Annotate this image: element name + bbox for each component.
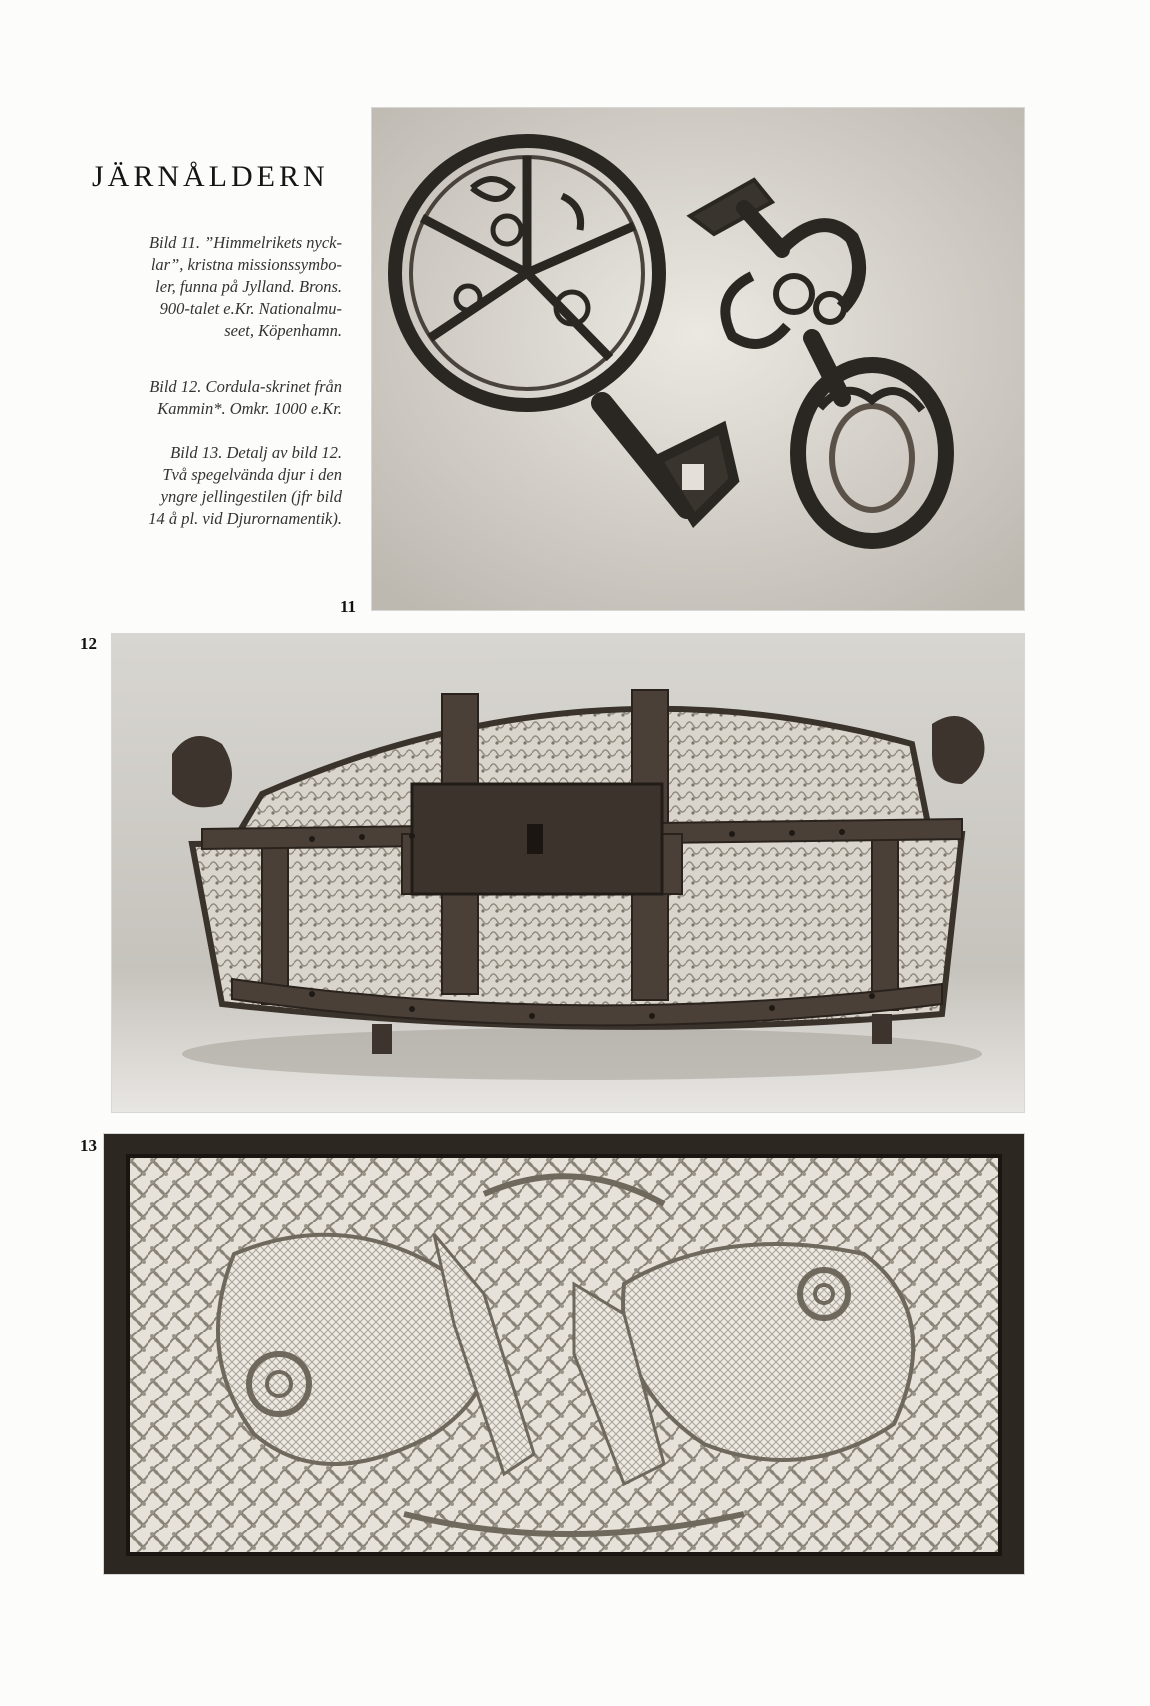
caption-line: Två spegelvända djur i den xyxy=(162,465,342,484)
casket-icon xyxy=(112,634,1024,1112)
caption-bild-12 xyxy=(92,376,342,420)
figure-11-photo xyxy=(372,108,1024,610)
figure-number: 11 xyxy=(340,597,357,616)
figure-number: 13 xyxy=(80,1136,97,1155)
caption-line: lar”, kristna missionssymbo- xyxy=(150,255,342,274)
caption-line: ler, funna på Jylland. Brons. xyxy=(155,277,342,296)
caption-line: Bild 11. ”Himmelrikets nyck- xyxy=(148,233,342,252)
bronze-keys-icon xyxy=(372,108,1024,610)
figure-12-photo xyxy=(112,634,1024,1112)
caption-line: 900-talet e.Kr. Nationalmu- xyxy=(159,299,342,318)
caption-line: 14 å pl. vid Djurornamentik). xyxy=(148,509,342,528)
page-title: JÄRNÅLDERN xyxy=(92,160,329,193)
caption-bild-13 xyxy=(92,442,342,530)
caption-bild-11 xyxy=(92,232,342,342)
caption-line: seet, Köpenhamn. xyxy=(224,321,342,340)
caption-line: Bild 12. Cordula-skrinet från xyxy=(149,377,342,396)
figure-number: 12 xyxy=(80,634,97,653)
figure-13-photo xyxy=(104,1134,1024,1574)
caption-line: yngre jellingestilen (jfr bild xyxy=(160,487,342,506)
caption-line: Kammin*. Omkr. 1000 e.Kr. xyxy=(157,399,342,418)
caption-line: Bild 13. Detalj av bild 12. xyxy=(170,443,342,462)
carved-panel-icon xyxy=(104,1134,1024,1574)
